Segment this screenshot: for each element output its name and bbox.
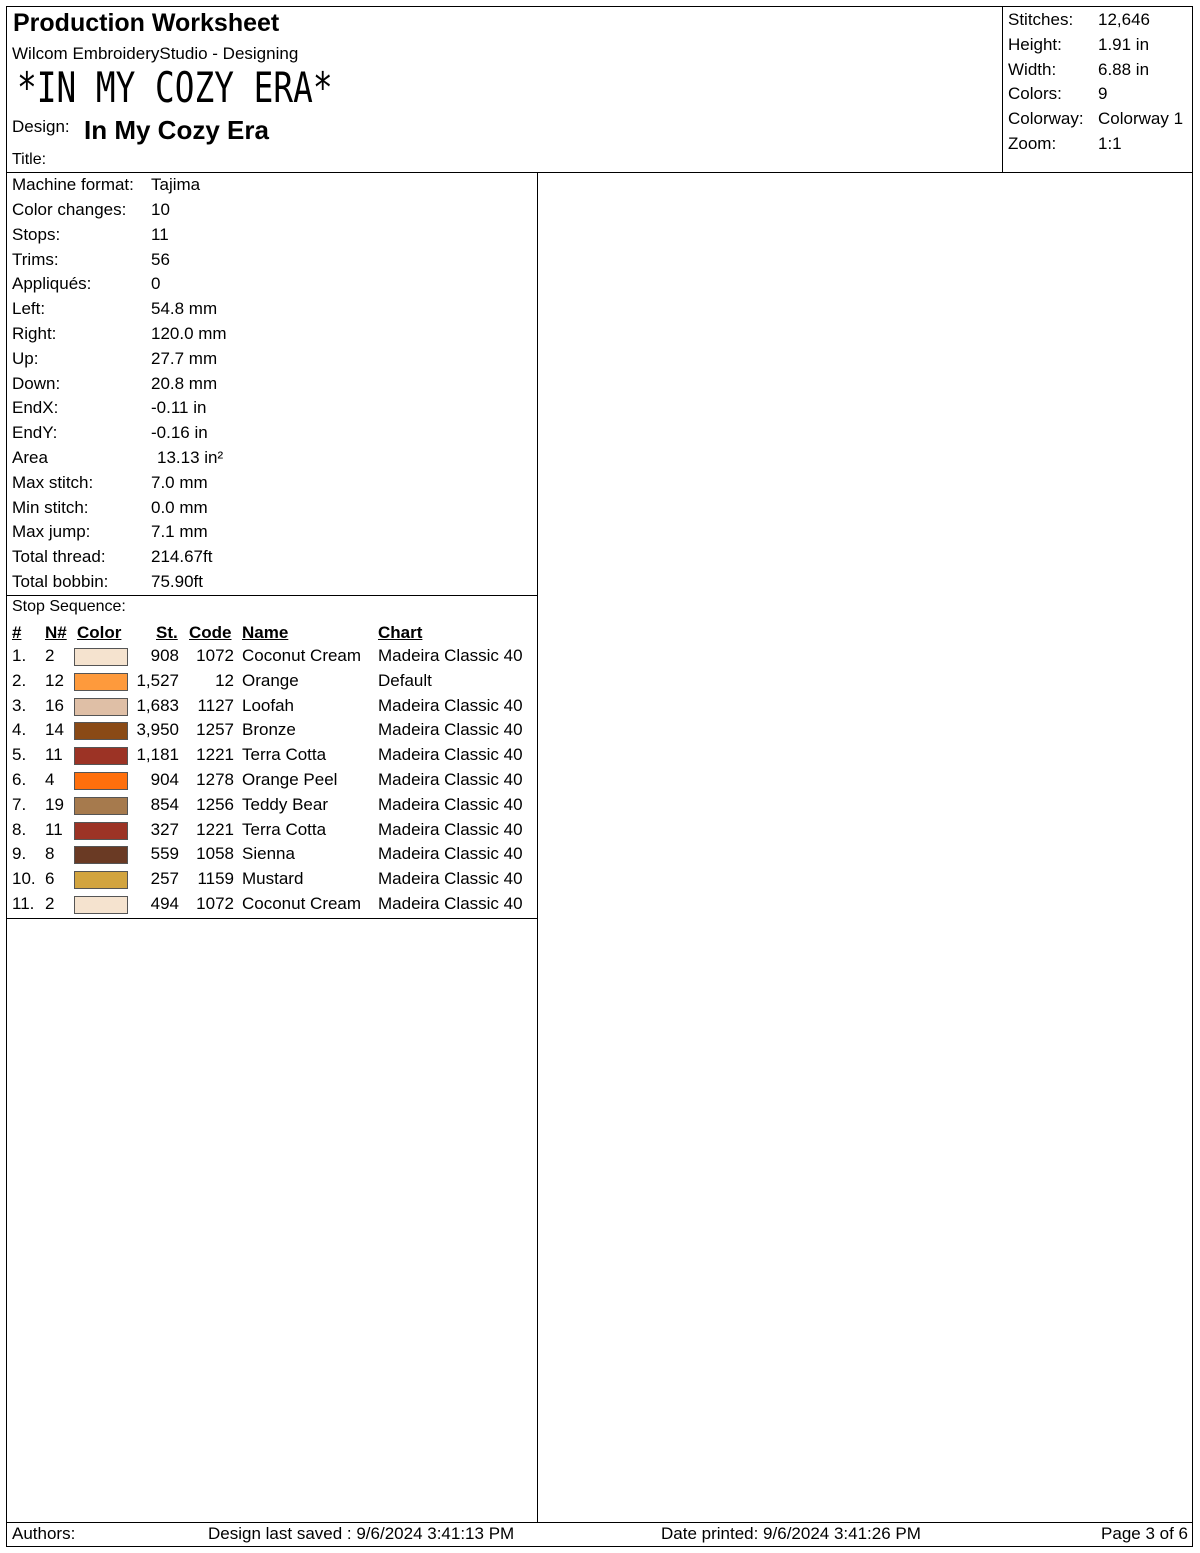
footer-date-printed: Date printed: 9/6/2024 3:41:26 PM — [661, 1524, 921, 1543]
table-row — [7, 770, 537, 794]
table-row — [7, 646, 537, 670]
color-swatch — [74, 747, 128, 765]
row-needle: 16 — [45, 695, 64, 715]
stop-sequence-title: Stop Sequence: — [12, 598, 126, 615]
row-code: 1072 — [196, 646, 234, 665]
table-row — [7, 696, 537, 720]
machine-specs: Machine format: Tajima Color changes: 10 Stops: 11 Trims: 56 Appliqués: 0 Left: 54.8 mm Right: 120.0 mm Up: 27.7 mm Down: 20.8 mm EndX: -0.11 in EndY: -0.16 in Area 13.13 in² Max stitch: 7.0 mm Min stitch: 0.0 mm Max jump: 7.1 mm Total thread: 214.67ft Total bobbin: 75.90ft — [7, 173, 537, 596]
row-code: 1127 — [197, 695, 234, 715]
row-code: 12 — [215, 670, 234, 690]
row-needle: 14 — [45, 720, 64, 740]
row-needle: 19 — [45, 794, 64, 814]
worksheet-footer — [7, 1522, 1192, 1546]
row-needle: 11 — [45, 745, 63, 765]
row-code: 1256 — [196, 794, 234, 814]
row-stitches: 1,527 — [136, 670, 179, 690]
row-chart: Madeira Classic 40 — [378, 894, 523, 913]
table-row — [7, 720, 537, 744]
row-code: 1072 — [196, 894, 234, 913]
worksheet-title: Production Worksheet — [13, 9, 280, 37]
details-column — [7, 173, 538, 1522]
row-index: 7. — [12, 794, 27, 814]
design-summary: Stitches: 12,646 Height: 1.91 in Width: 6.88 in Colors: 9 Colorway: Colorway 1 Zoom: 1:1 — [1003, 7, 1192, 173]
col-header-code: Code — [189, 623, 232, 642]
row-stitches: 908 — [150, 646, 179, 665]
footer-page-number: Page 3 of 6 — [1101, 1524, 1188, 1543]
col-header-stitches: St. — [156, 623, 178, 642]
row-color-name: Terra Cotta — [242, 819, 327, 839]
table-row — [7, 671, 537, 695]
row-needle: 6 — [45, 869, 55, 889]
row-chart: Madeira Classic 40 — [378, 646, 523, 665]
row-needle: 11 — [45, 819, 63, 839]
row-code: 1058 — [196, 844, 234, 864]
row-color-name: Teddy Bear — [242, 794, 328, 814]
row-index: 11. — [12, 894, 35, 913]
row-stitches: 494 — [150, 894, 179, 913]
col-header-name: Name — [242, 623, 289, 642]
row-stitches: 559 — [150, 844, 179, 864]
design-preview-area — [538, 173, 1192, 1522]
table-row — [7, 869, 537, 893]
row-stitches: 3,950 — [136, 720, 179, 740]
color-swatch — [74, 698, 128, 716]
row-index: 6. — [12, 770, 27, 789]
row-color-name: Mustard — [242, 869, 304, 889]
row-code: 1221 — [196, 819, 234, 839]
row-color-name: Loofah — [242, 695, 294, 715]
row-chart: Madeira Classic 40 — [378, 794, 523, 814]
row-code: 1221 — [196, 745, 234, 765]
software-subtitle: Wilcom EmbroideryStudio - Designing — [12, 44, 299, 63]
row-chart: Madeira Classic 40 — [378, 695, 523, 715]
row-needle: 2 — [45, 646, 55, 665]
row-color-name: Sienna — [242, 844, 295, 864]
col-header-color: Color — [77, 623, 122, 642]
production-worksheet — [6, 6, 1193, 1547]
row-color-name: Coconut Cream — [242, 646, 362, 665]
footer-authors: Authors: — [12, 1524, 76, 1543]
row-stitches: 904 — [150, 770, 179, 789]
row-chart: Madeira Classic 40 — [378, 770, 523, 789]
table-row — [7, 894, 537, 918]
row-code: 1257 — [196, 720, 234, 740]
col-header-chart: Chart — [378, 623, 423, 642]
row-index: 4. — [12, 720, 27, 740]
row-code: 1278 — [196, 770, 234, 789]
row-stitches: 257 — [150, 869, 179, 889]
footer-last-saved: Design last saved : 9/6/2024 3:41:13 PM — [208, 1524, 515, 1543]
worksheet-header — [7, 7, 1003, 173]
color-swatch — [74, 722, 128, 740]
row-stitches: 327 — [150, 819, 179, 839]
row-stitches: 1,181 — [136, 745, 179, 765]
row-index: 8. — [12, 819, 27, 839]
col-header-needle: N# — [45, 623, 67, 642]
table-row — [7, 844, 537, 868]
row-needle: 12 — [45, 670, 64, 690]
row-color-name: Coconut Cream — [242, 894, 362, 913]
col-header-index: # — [12, 623, 22, 642]
row-chart: Madeira Classic 40 — [378, 869, 523, 889]
row-needle: 8 — [45, 844, 55, 864]
row-chart: Madeira Classic 40 — [378, 745, 523, 765]
row-chart: Madeira Classic 40 — [378, 844, 523, 864]
row-stitches: 1,683 — [136, 695, 179, 715]
table-row — [7, 795, 537, 819]
row-index: 1. — [12, 646, 27, 665]
row-index: 3. — [12, 695, 27, 715]
row-needle: 4 — [45, 770, 55, 789]
color-swatch — [74, 896, 128, 914]
row-color-name: Terra Cotta — [242, 745, 327, 765]
row-index: 10. — [12, 869, 36, 889]
row-chart: Madeira Classic 40 — [378, 720, 523, 740]
row-color-name: Orange Peel — [242, 770, 338, 789]
color-swatch — [74, 822, 128, 840]
row-index: 9. — [12, 844, 27, 864]
row-chart: Madeira Classic 40 — [378, 819, 523, 839]
color-swatch — [74, 797, 128, 815]
color-swatch — [74, 846, 128, 864]
table-row — [7, 745, 537, 769]
row-color-name: Bronze — [242, 720, 296, 740]
row-needle: 2 — [45, 894, 55, 913]
title-label: Title: — [12, 151, 47, 168]
design-name: In My Cozy Era — [84, 115, 269, 145]
design-label: Design: — [12, 117, 70, 136]
color-swatch — [74, 772, 128, 790]
row-code: 1159 — [197, 869, 234, 889]
color-swatch — [74, 648, 128, 666]
color-swatch — [74, 673, 128, 691]
stop-sequence-table — [7, 596, 537, 919]
row-index: 5. — [12, 745, 27, 765]
row-stitches: 854 — [150, 794, 179, 814]
design-preview-text: *IN MY COZY ERA* — [17, 63, 333, 112]
color-swatch — [74, 871, 128, 889]
row-color-name: Orange — [242, 670, 299, 690]
table-row — [7, 820, 537, 844]
row-chart: Default — [378, 670, 432, 690]
row-index: 2. — [12, 670, 27, 690]
